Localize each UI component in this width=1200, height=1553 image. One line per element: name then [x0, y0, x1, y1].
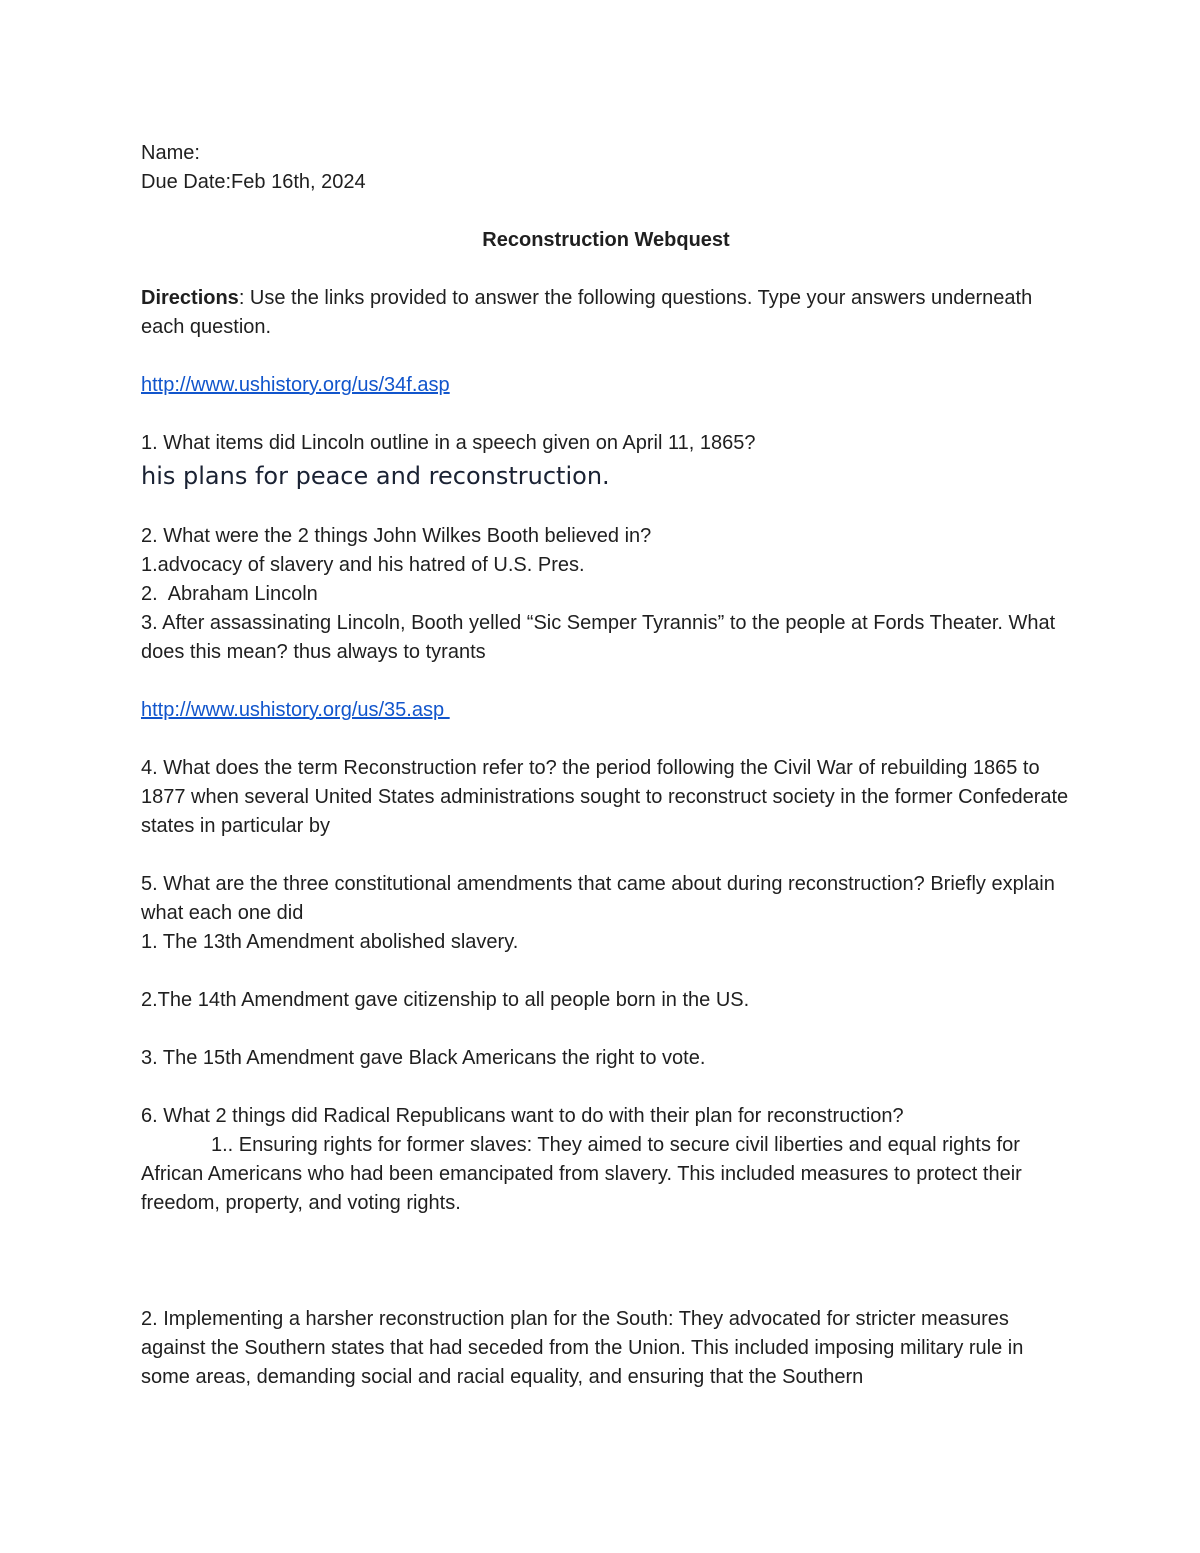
spacer [141, 1276, 1071, 1305]
spacer [141, 1015, 1071, 1044]
answer-5-item-3: 3. The 15th Amendment gave Black Americans the right to vote. [141, 1047, 706, 1069]
spacer [141, 197, 1071, 226]
spacer [141, 1218, 1071, 1247]
answer-6-item-2: 2. Implementing a harsher reconstruction plan for the South: They advocated for stricter measures against the Southern states that had seceded from the Union. This included imposing military rule in some areas, demanding social and racial equality, and ensuring that the Southern [141, 1308, 1029, 1388]
question-1: 1. What items did Lincoln outline in a speech given on April 11, 1865? [141, 432, 756, 454]
document-page [141, 139, 1074, 1392]
spacer [141, 841, 1071, 870]
answer-2-item-2: 2. Abraham Lincoln [141, 583, 318, 605]
link-paragraph-2 [141, 696, 1071, 725]
document-title: Reconstruction Webquest [482, 229, 730, 251]
spacer [141, 342, 1071, 371]
directions-paragraph [141, 284, 1071, 342]
spacer [141, 400, 1071, 429]
name-label: Name: [141, 142, 200, 164]
answer-6-item-1-text: 1.. Ensuring rights for former slaves: They aimed to secure civil liberties and equal rights for African Americans who had been emancipated from slavery. This included measures to protect their freedom, property, and voting rights. [141, 1134, 1028, 1214]
directions-text: : Use the links provided to answer the following questions. Type your answers underneath each question. [141, 287, 1038, 338]
spacer [141, 1073, 1071, 1102]
ushistory-link-35[interactable]: http://www.ushistory.org/us/35.asp [141, 699, 450, 721]
spacer [141, 957, 1071, 986]
answer-5-item-2: 2.The 14th Amendment gave citizenship to all people born in the US. [141, 989, 750, 1011]
due-date: Due Date:Feb 16th, 2024 [141, 171, 366, 193]
answer-6-item-1 [141, 1131, 1071, 1218]
spacer [141, 1247, 1071, 1276]
spacer [141, 725, 1071, 754]
question-5: 5. What are the three constitutional amendments that came about during reconstruction? Briefly explain what each one did [141, 873, 1061, 924]
answer-5-item-1: 1. The 13th Amendment abolished slavery. [141, 931, 519, 953]
answer-2-item-1: 1.advocacy of slavery and his hatred of U.S. Pres. [141, 554, 585, 576]
link-paragraph-1 [141, 371, 1071, 400]
question-4: 4. What does the term Reconstruction refer to? the period following the Civil War of rebuilding 1865 to 1877 when several United States administrations sought to reconstruct society in the former Confederate states in particular by [141, 757, 1074, 837]
question-6: 6. What 2 things did Radical Republicans want to do with their plan for reconstruction? [141, 1105, 904, 1127]
question-3: 3. After assassinating Lincoln, Booth yelled “Sic Semper Tyrannis” to the people at Fords Theater. What does this mean? thus always to tyrants [141, 612, 1061, 663]
answer-1: his plans for peace and reconstruction. [141, 462, 610, 490]
question-2: 2. What were the 2 things John Wilkes Booth believed in? [141, 525, 652, 547]
ushistory-link-34f[interactable]: http://www.ushistory.org/us/34f.asp [141, 374, 450, 396]
spacer [141, 667, 1071, 696]
spacer [141, 492, 1071, 522]
directions-label: Directions [141, 287, 239, 309]
spacer [141, 255, 1071, 284]
